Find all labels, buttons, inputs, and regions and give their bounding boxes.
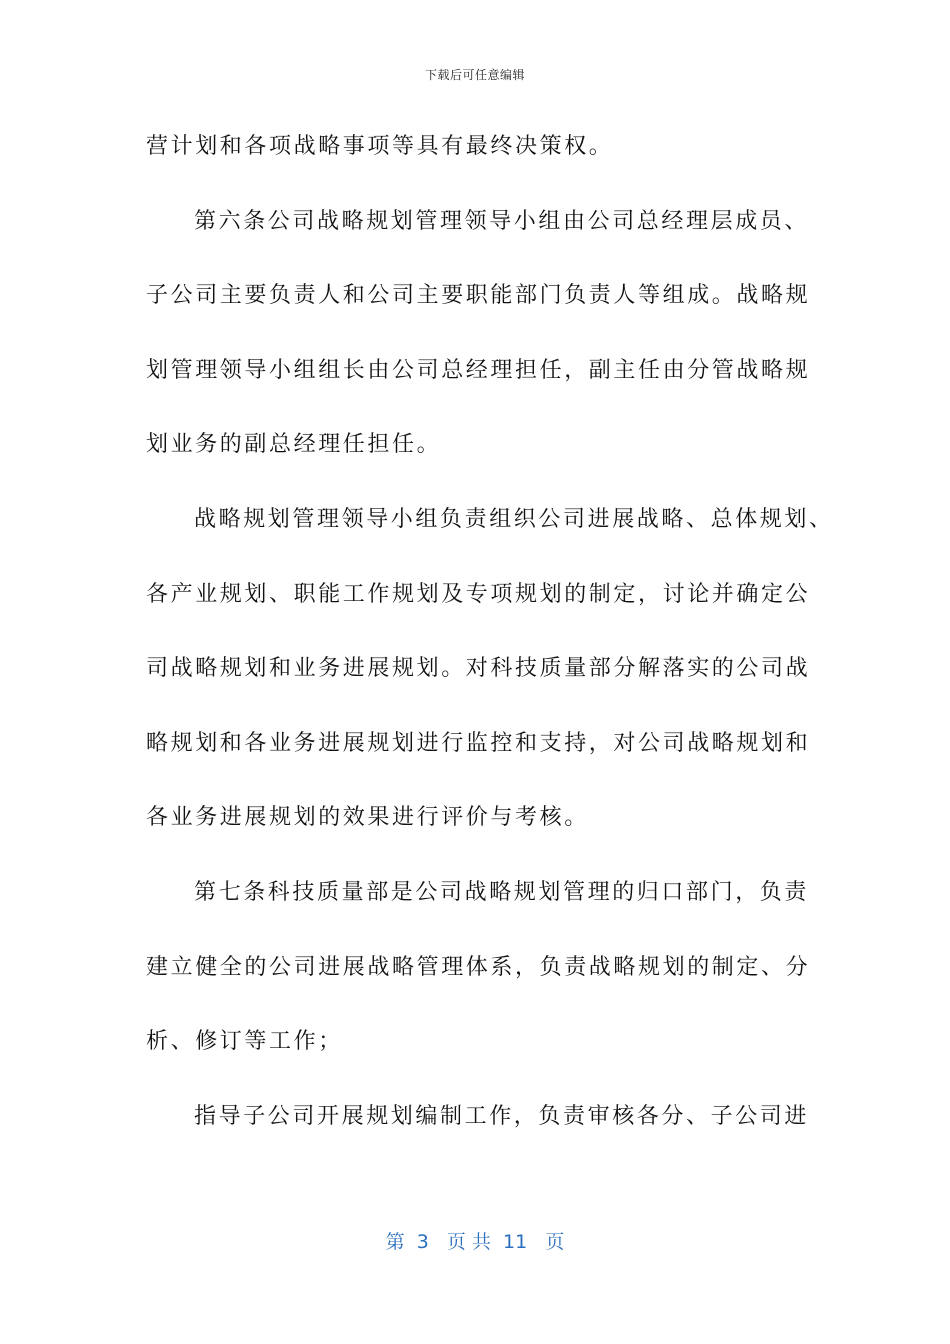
text-line: 析、修订等工作； [146,1029,343,1055]
document-body [146,124,834,1168]
page-header: 下载后可任意编辑 [424,68,525,82]
text-line: 司战略规划和业务进展规划。对科技质量部分解落实的公司战 [146,656,811,682]
text-line: 各业务进展规划的效果进行评价与考核。 [146,805,589,831]
text-line: 子公司主要负责人和公司主要职能部门负责人等组成。战略规 [146,283,811,309]
text-line: 战略规划管理领导小组负责组织公司进展战略、总体规划、 [194,506,834,532]
text-line: 各产业规划、职能工作规划及专项规划的制定，讨论并确定公 [146,581,811,607]
text-line: 建立健全的公司进展战略管理体系，负责战略规划的制定、分 [146,954,811,980]
page-footer: 第 3 页 共 11 页 [385,1231,565,1253]
text-line: 第六条公司战略规划管理领导小组由公司总经理层成员、 [194,208,810,234]
text-line: 略规划和各业务进展规划进行监控和支持，对公司战略规划和 [146,730,811,756]
text-line: 第七条科技质量部是公司战略规划管理的归口部门，负责 [194,879,810,905]
text-line: 指导子公司开展规划编制工作，负责审核各分、子公司进 [194,1103,810,1129]
text-line: 划管理领导小组组长由公司总经理担任，副主任由分管战略规 [146,357,811,383]
text-line: 营计划和各项战略事项等具有最终决策权。 [146,134,614,159]
text-line: 划业务的副总经理任担任。 [146,432,442,458]
